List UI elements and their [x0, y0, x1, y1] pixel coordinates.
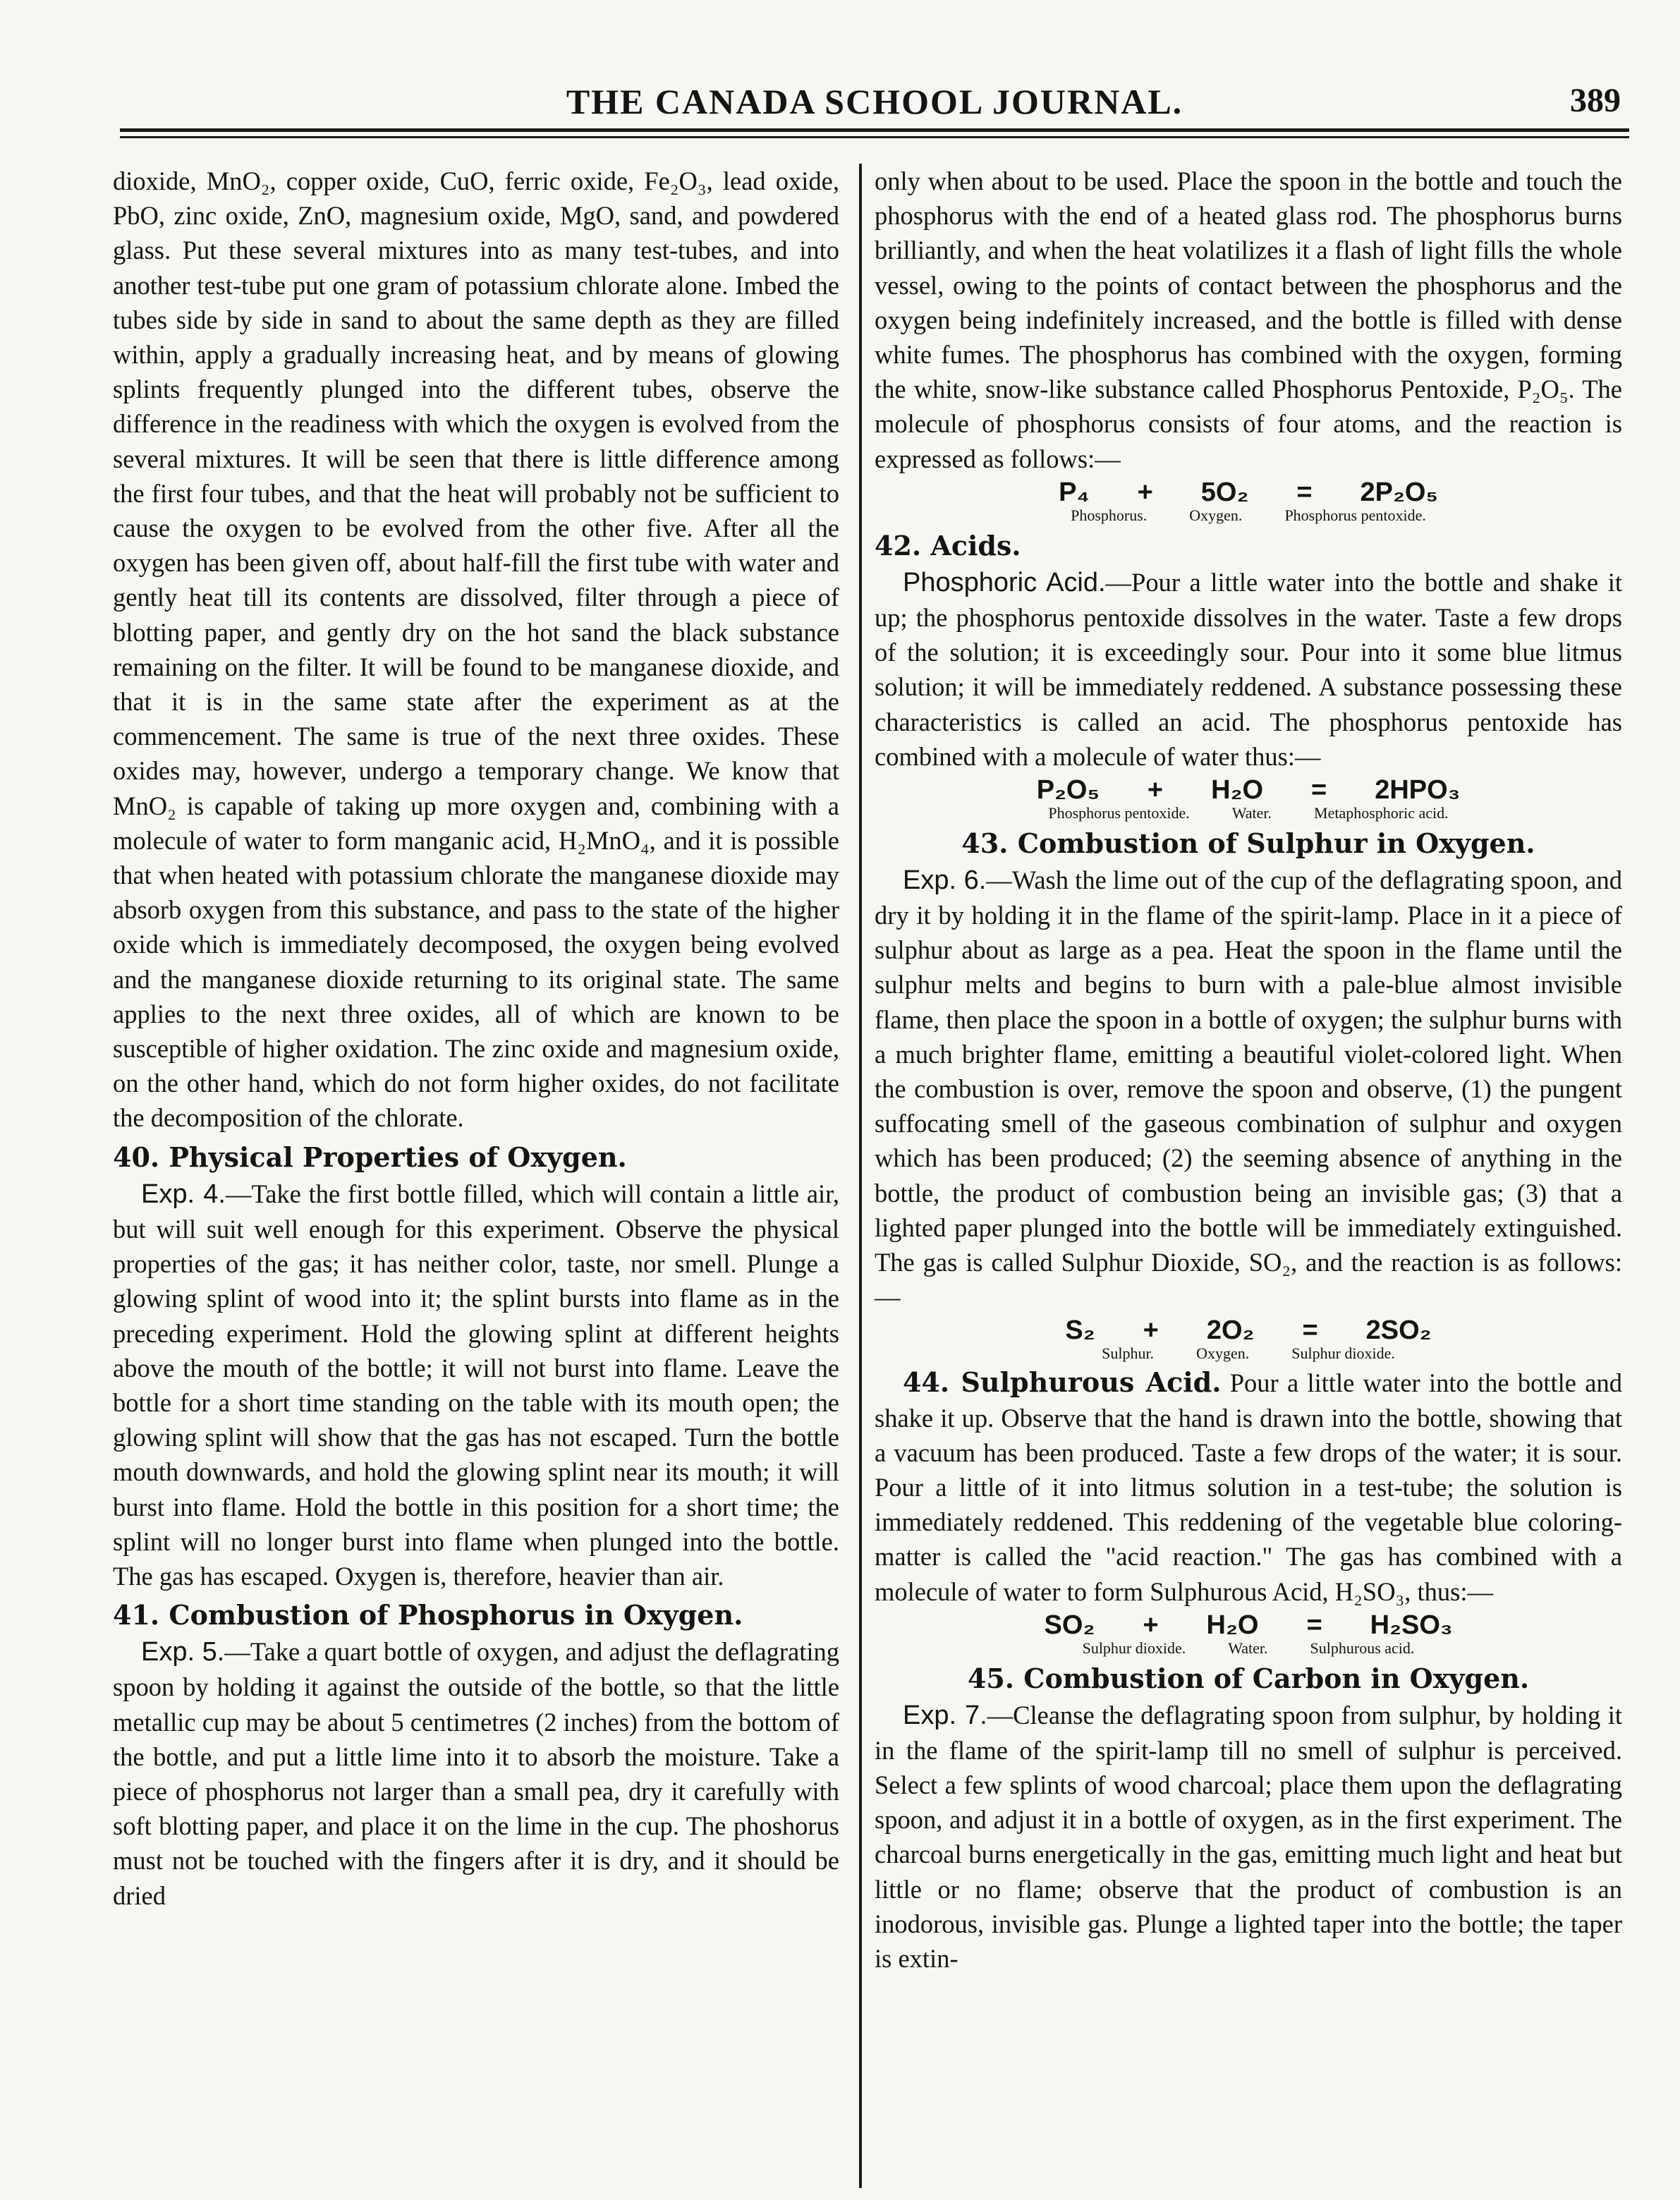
exp5-label: Exp. 5.: [141, 1637, 225, 1667]
eq2-term: +: [1147, 774, 1164, 805]
eq2-term: 2HPO₃: [1375, 774, 1461, 805]
phosphoric-acid-lead: Phosphoric Acid.: [903, 567, 1106, 597]
eq4-label: Sulphur dioxide.: [1082, 1639, 1186, 1657]
heading-41: 41. Combustion of Phosphorus in Oxygen.: [113, 1599, 743, 1631]
eq4-term: =: [1306, 1610, 1322, 1640]
journal-title: THE CANADA SCHOOL JOURNAL.: [566, 82, 1183, 121]
eq3-label: Oxygen.: [1196, 1344, 1250, 1363]
eq2-label: Phosphorus pentoxide.: [1048, 803, 1190, 822]
eq2-label: Water.: [1231, 803, 1272, 822]
exp4-label: Exp. 4.: [141, 1179, 226, 1209]
paragraph-oxides: dioxide, MnO₂, copper oxide, CuO, ferric oxide, Fe₂O₃, lead oxide, PbO, zinc oxide, ZnO, magnesium oxide, MgO, sand, and powdered glass. Put these several mixtures into as many test-tubes, and into another test-tube put one gram of potassium chlorate alone. Imbed the tubes side by side in sand to about the same depth as they are filled within, apply a gradually increasing heat, and by means of glowing splints frequently plunged into the different tubes, observe the difference in the readiness with which the oxygen is evolved from the several mixtures. It will be seen that there is little difference among the first four tubes, and that the heat will probably not be sufficient to cause the oxygen to be evolved from the other five. After all the oxygen has been given off, about half-fill the first tube with water and gently heat till its contents are dissolved, filter through a piece of blotting paper, and gently dry on the hot sand the black substance remaining on the filter. It will be found to be manganese dioxide, and that it is in the same state after the experiment as at the commencement. The same is true of the next three oxides. These oxides may, however, undergo a temporary change. We know that MnO₂ is capable of taking up more oxygen and, combining with a molecule of water to form manganic acid, H₂MnO₄, and it is possible that when heated with potassium chlorate the manganese dioxide may absorb oxygen from this substance, and pass to the state of the higher oxide which is immediately decomposed, the oxygen being evolved and the manganese dioxide returning to its original state. The same applies to the next three oxides, all of which are known to be susceptible of higher oxidation. The zinc oxide and magnesium oxide, on the other hand, which do not form higher oxides, do not facilitate the decomposition of the chlorate.: [113, 166, 839, 1133]
eq1-label: Oxygen.: [1189, 506, 1243, 524]
eq3-term: +: [1143, 1315, 1159, 1346]
eq3-term: 2SO₂: [1365, 1315, 1432, 1346]
eq4-term: +: [1143, 1610, 1159, 1640]
eq3-label: Sulphur.: [1102, 1344, 1155, 1363]
eq4-label: Water.: [1228, 1639, 1268, 1657]
paragraph-exp5: [113, 1634, 839, 1913]
eq4-term: SO₂: [1044, 1610, 1095, 1640]
heading-42: 42. Acids.: [875, 529, 1021, 561]
exp5-text: —Take a quart bottle of oxygen, and adjust the deflagrating spoon by holding it against the outside of the bottle, so that the little metallic cup may be about 5 centimetres (2 inches) from the bottom of the bottle, and put a little lime into it to absorb the moisture. Take a piece of phosphorus not larger than a small pea, dry it carefully with soft blotting paper, and place it on the lime in the cup. The phoshorus must not be touched with the fingers after it is dry, and it should be dried: [113, 1637, 839, 1910]
heading-43: 43. Combustion of Sulphur in Oxygen.: [961, 827, 1535, 859]
left-column: [113, 164, 839, 1913]
page-number: 389: [1570, 82, 1621, 119]
paragraph-exp6: [875, 863, 1622, 1315]
eq1-term: 5O₂: [1200, 477, 1249, 507]
equation-metaphosphoric-acid: [875, 774, 1622, 822]
exp6-label: Exp. 6.: [903, 865, 987, 895]
paragraph-exp7: [875, 1698, 1622, 1976]
column-divider: [859, 164, 862, 2188]
right-column: [875, 164, 1622, 1976]
paragraph-sulphurous-acid: [875, 1365, 1622, 1608]
eq3-term: S₂: [1065, 1315, 1095, 1346]
paragraph-exp4: [113, 1177, 839, 1593]
exp7-label: Exp. 7.: [903, 1700, 987, 1730]
page-header: [120, 67, 1629, 123]
equation-phosphorus-pentoxide: [875, 479, 1622, 524]
eq2-label: Metaphosphoric acid.: [1314, 803, 1449, 822]
paragraph-phosphorus-burns: only when about to be used. Place the spoon in the bottle and touch the phosphorus with the end of a heated glass rod. The phosphorus burns brilliantly, and when the heat volatilizes it a flash of light fills the whole vessel, owing to the points of contact between the phosphorus and the oxygen being indefinitely increased, and the bottle is filled with dense white fumes. The phosphorus has combined with the oxygen, forming the white, snow-like substance called Phosphorus Pentoxide, P₂O₅. The molecule of phosphorus consists of four atoms, and the reaction is expressed as follows:—: [875, 166, 1622, 473]
eq1-term: =: [1296, 477, 1313, 507]
eq3-label: Sulphur dioxide.: [1291, 1344, 1395, 1363]
heading-40: 40. Physical Properties of Oxygen.: [113, 1141, 627, 1173]
exp7-text: —Cleanse the deflagrating spoon from sulphur, by holding it in the flame of the spirit-lamp till no smell of sulphur is perceived. Select a few splints of wood charcoal; place them upon the deflagrating spoon, and adjust it in a bottle of oxygen, as in the first experiment. The charcoal burns energetically in the gas, emitting much light and heat but little or no flame; observe that the product of combustion is an inodorous, invisible gas. Plunge a lighted taper into the bottle; the taper is extin-: [875, 1700, 1622, 1974]
eq4-term: H₂O: [1206, 1610, 1259, 1640]
phosphoric-acid-text: —Pour a little water into the bottle and shake it up; the phosphorus pentoxide dissolves in the water. Taste a few drops of the solution; it is exceedingly sour. Pour into it some blue litmus solution; it will be immediately reddened. A substance possessing these characteristics is called an acid. The phosphorus pentoxide has combined with a molecule of water thus:—: [875, 567, 1622, 771]
eq2-term: H₂O: [1211, 774, 1264, 805]
equation-sulphurous-acid: [875, 1612, 1622, 1657]
header-rule-thin: [120, 136, 1629, 138]
heading-45: 45. Combustion of Carbon in Oxygen.: [967, 1662, 1530, 1694]
eq2-term: =: [1311, 774, 1327, 805]
eq1-term: +: [1137, 477, 1153, 507]
eq4-term: H₂SO₃: [1370, 1610, 1453, 1640]
exp4-text: —Take the first bottle filled, which will contain a little air, but will suit well enough for this experiment. Observe the physical properties of the gas; it has neither color, taste, nor smell. Plunge a glowing splint of wood into it; the splint bursts into flame as in the preceding experiment. Hold the glowing splint at different heights above the mouth of the bottle; it will not burst into flame. Leave the bottle for a short time standing on the table with its mouth open; the glowing splint will show that the gas has not escaped. Turn the bottle mouth downwards, and hold the glowing splint near its mouth; it will burst into flame. Hold the bottle in this position for a short time; the splint will no longer burst into flame when plunged into the bottle. The gas has escaped. Oxygen is, therefore, heavier than air.: [113, 1179, 839, 1591]
eq1-label: Phosphorus.: [1071, 506, 1148, 524]
eq1-term: P₄: [1059, 477, 1090, 507]
eq3-term: 2O₂: [1206, 1315, 1255, 1346]
heading-44: 44. Sulphurous Acid.: [903, 1366, 1222, 1399]
sulphurous-acid-text: Pour a little water into the bottle and shake it up. Observe that the hand is drawn into the bottle, showing that a vacuum has been produced. Taste a few drops of the water; it is sour. Pour a little of it into litmus solution in a test-tube; the solution is immediately reddened. This reddening of the vegetable blue coloring-matter is called the "acid reaction." The gas has combined with a molecule of water to form Sulphurous Acid, H₂SO₃, thus:—: [875, 1368, 1622, 1606]
eq4-label: Sulphurous acid.: [1310, 1639, 1415, 1657]
header-rule-thick: [120, 128, 1629, 132]
exp6-text: —Wash the lime out of the cup of the deflagrating spoon, and dry it by holding it in the flame of the spirit-lamp. Place in it a piece of sulphur about as large as a pea. Heat the spoon in the flame until the sulphur melts and begins to burn with a pale-blue almost invisible flame, then place the spoon in a bottle of oxygen; the sulphur burns with a much brighter flame, emitting a beautiful violet-colored light. When the combustion is over, remove the spoon and observe, (1) the pungent suffocating smell of the gaseous combination of sulphur and oxygen which has been produced; (2) the seeming absence of anything in the bottle, the product of combustion being an invisible gas; (3) that a lighted paper plunged into the bottle will be immediately extinguished. The gas is called Sulphur Dioxide, SO₂, and the reaction is as follows:—: [875, 865, 1622, 1312]
eq2-term: P₂O₅: [1036, 774, 1100, 805]
eq1-term: 2P₂O₅: [1360, 477, 1438, 507]
eq1-label: Phosphorus pentoxide.: [1284, 506, 1426, 524]
eq3-term: =: [1302, 1315, 1318, 1346]
paragraph-phosphoric-acid: [875, 565, 1622, 774]
equation-sulphur-dioxide: [875, 1317, 1622, 1362]
